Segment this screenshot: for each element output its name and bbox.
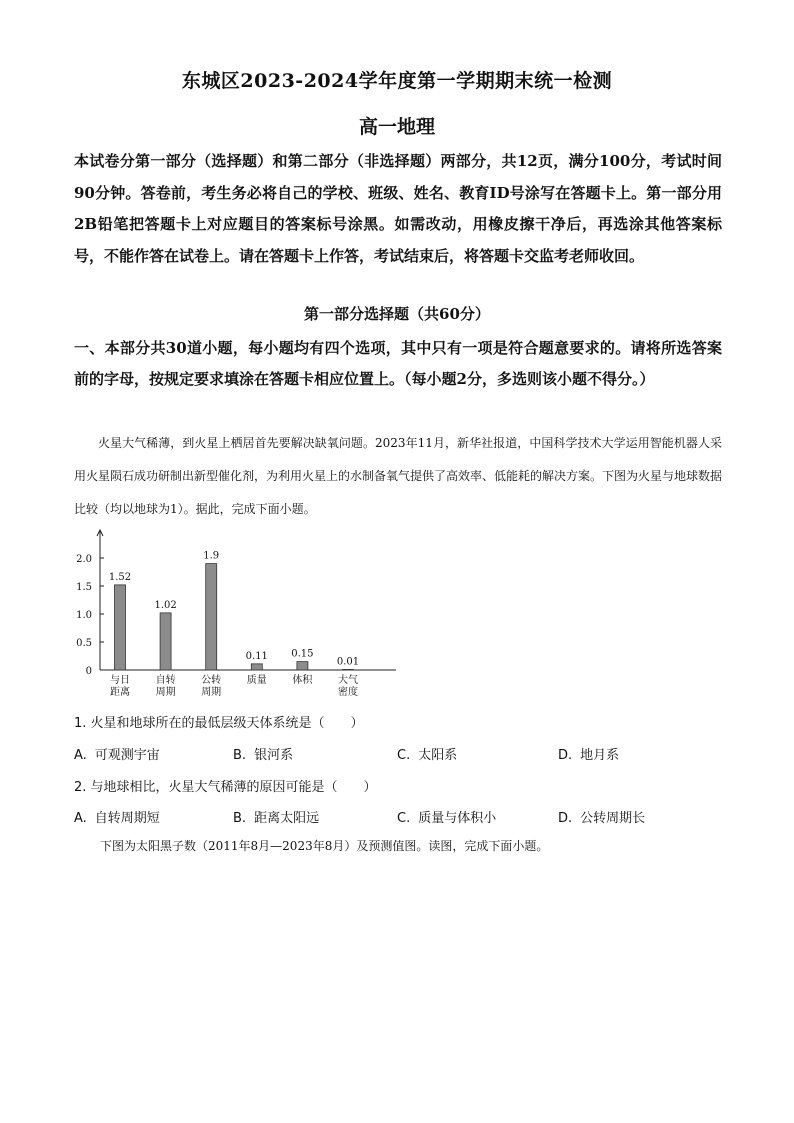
option-letter: B. xyxy=(233,811,247,826)
x-category-label: 与日 xyxy=(110,675,130,686)
x-category-label: 质量 xyxy=(246,675,267,686)
question-1-stem: 1. 火星和地球所在的最低层级天体系统是（ ） xyxy=(74,716,364,731)
bar-value-label: 1.52 xyxy=(108,571,132,583)
bar xyxy=(343,669,354,670)
mars-earth-chart xyxy=(66,522,406,707)
x-category-label: 公转 xyxy=(201,675,222,686)
question-1-option-a[interactable] xyxy=(74,744,160,763)
reading-passage: 火星大气稀薄，到火星上栖居首先要解决缺氧问题。2023年11月，新华社报道，中国科学技术大学运用智能机器人采用火星陨石成功研制出新型催化剂，为利用火星上的水制备氧气提供了高效率、低能耗的解决方案。下图为火星与地球数据比较（均以地球为1）。据此，完成下面小题。 xyxy=(74,436,723,516)
x-category-label: 大气 xyxy=(338,675,358,686)
option-text: 自转周期短 xyxy=(94,811,160,826)
bar-value-label: 1.9 xyxy=(203,550,220,562)
question-1-option-b[interactable] xyxy=(233,744,293,763)
page-subtitle: 高一地理 xyxy=(358,116,435,138)
x-category-label: 周期 xyxy=(201,687,222,698)
y-tick-label: 0 xyxy=(85,666,92,677)
bar xyxy=(160,613,171,670)
x-category-label: 密度 xyxy=(338,687,358,698)
option-text: 太阳系 xyxy=(418,748,458,763)
y-tick-label: 2.0 xyxy=(76,554,92,565)
x-category-label: 周期 xyxy=(155,687,176,698)
option-letter: B. xyxy=(233,748,247,763)
section-intro: 一、本部分共30道小题，每小题均有四个选项，其中只有一项是符合题意要求的。请将所选答案前的字母，按规定要求填涂在答题卡相应位置上。（每小题2分，多选则该小题不得分。） xyxy=(74,339,722,388)
y-tick-label: 1.5 xyxy=(76,582,92,593)
bar xyxy=(297,662,308,670)
option-text: 银河系 xyxy=(254,748,294,763)
question-2-option-c[interactable] xyxy=(397,807,496,826)
section-heading: 第一部分选择题（共60分） xyxy=(304,305,490,323)
option-text: 公转周期长 xyxy=(580,811,646,826)
option-letter: D. xyxy=(558,748,573,763)
x-category-label: 距离 xyxy=(110,687,130,698)
question-1-option-d[interactable] xyxy=(558,744,619,763)
option-text: 地月系 xyxy=(580,748,620,763)
bar-value-label: 0.01 xyxy=(336,656,360,668)
question-1-option-c[interactable] xyxy=(397,744,457,763)
option-letter: A. xyxy=(74,811,87,826)
question-2-option-d[interactable] xyxy=(558,807,645,826)
option-letter: C. xyxy=(397,748,411,763)
x-category-label: 体积 xyxy=(292,675,313,686)
sunspot-intro: 下图为太阳黑子数（2011年8月—2023年8月）及预测值图。读图，完成下面小题。 xyxy=(100,839,549,853)
question-2-option-b[interactable] xyxy=(233,807,319,826)
option-letter: A. xyxy=(74,748,87,763)
option-text: 距离太阳远 xyxy=(254,811,320,826)
chart-svg xyxy=(66,522,406,707)
question-2-option-a[interactable] xyxy=(74,807,160,826)
bar xyxy=(115,585,126,670)
option-text: 可观测宇宙 xyxy=(94,748,160,763)
exam-instructions: 本试卷分第一部分（选择题）和第二部分（非选择题）两部分，共12页，满分100分，考试时间90分钟。答卷前，考生务必将自己的学校、班级、姓名、教育ID号涂写在答题卡上。第一部分用2B铅笔把答题卡上对应题目的答案标号涂黑。如需改动，用橡皮擦干净后，再选涂其他答案标号，不能作答在试卷上。请在答题卡上作答，考试结束后，将答题卡交监考老师收回。 xyxy=(74,152,722,265)
bar xyxy=(206,564,217,670)
x-category-label: 自转 xyxy=(155,675,176,686)
bar xyxy=(251,664,262,670)
bar-value-label: 1.02 xyxy=(154,599,177,611)
page-title: 东城区2023-2024学年度第一学期期末统一检测 xyxy=(181,70,613,92)
bar-value-label: 0.15 xyxy=(291,648,314,660)
bar-value-label: 0.11 xyxy=(245,650,268,662)
option-letter: D. xyxy=(558,811,573,826)
option-text: 质量与体积小 xyxy=(418,811,497,826)
question-2-stem: 2. 与地球相比，火星大气稀薄的原因可能是（ ） xyxy=(74,780,377,795)
option-letter: C. xyxy=(397,811,411,826)
y-tick-label: 0.5 xyxy=(76,638,92,649)
y-tick-label: 1.0 xyxy=(76,610,92,621)
